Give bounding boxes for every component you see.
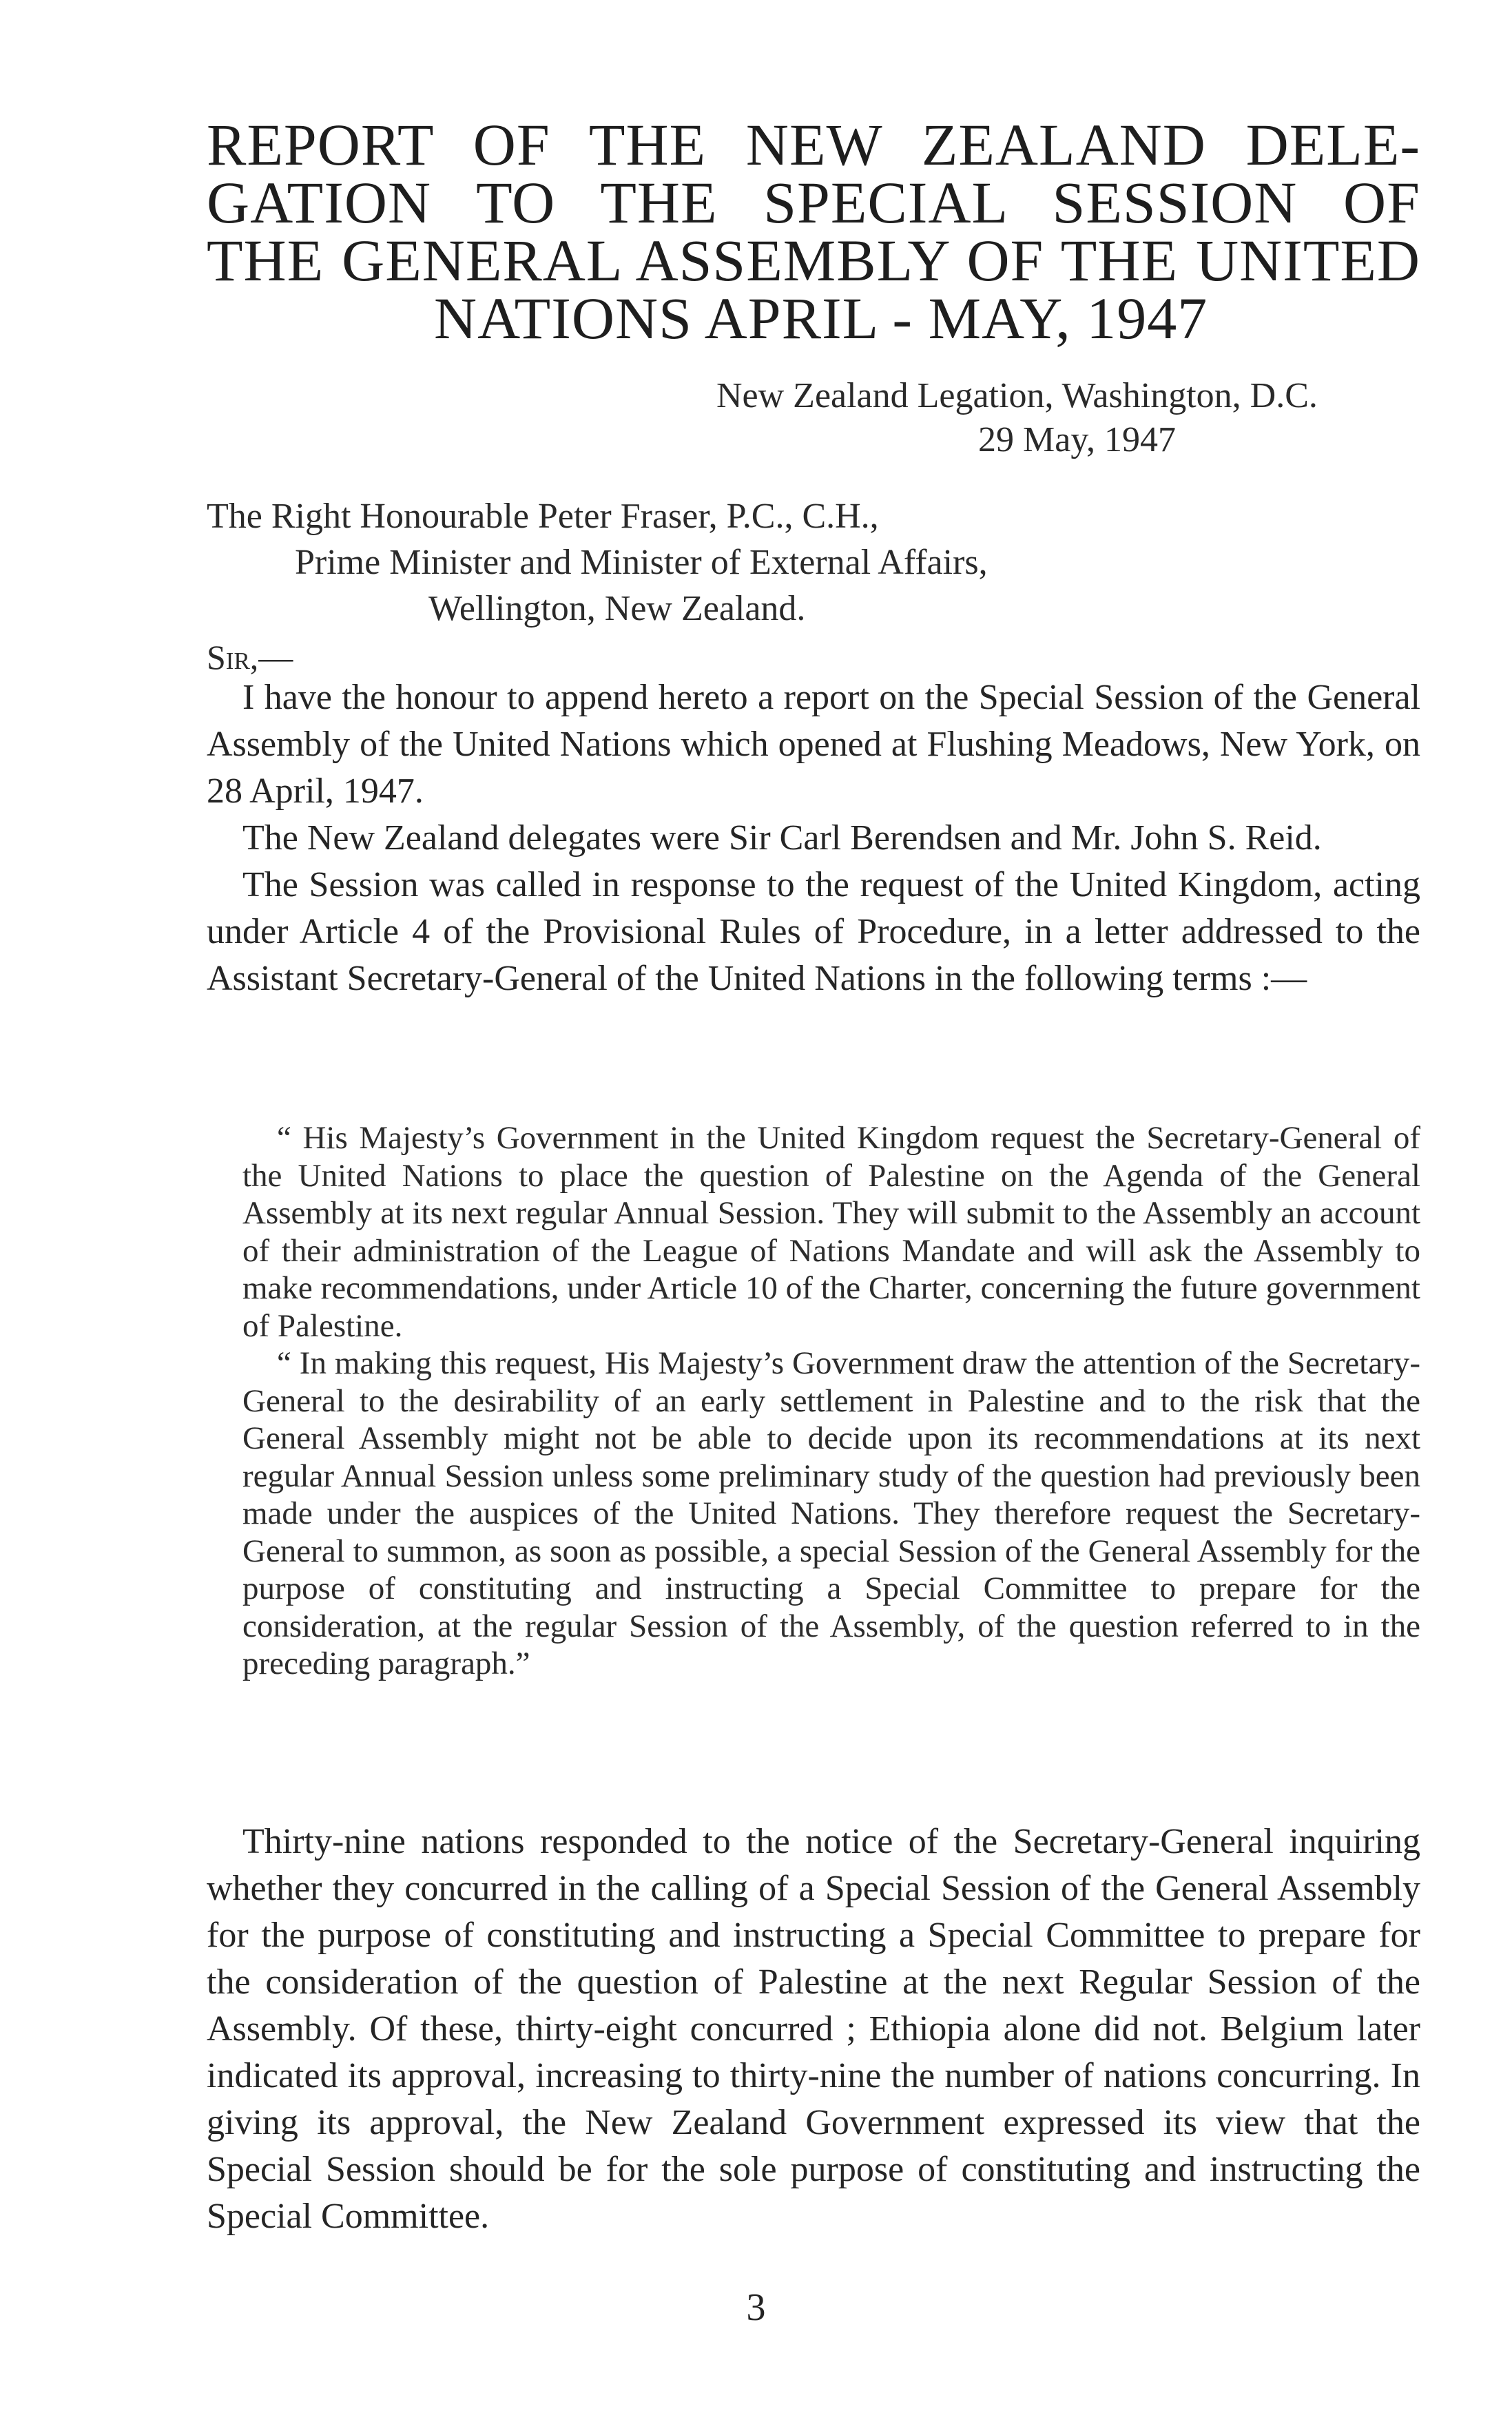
page-number: 3 <box>746 2286 766 2329</box>
addressee-name: The Right Honourable Peter Fraser, P.C., C.H., <box>207 497 879 536</box>
sender-place: New Zealand Legation, Washington, D.C. <box>716 376 1318 415</box>
title-line: GATION TO THE SPECIAL SESSION OF <box>207 169 1420 236</box>
intro-body <box>207 674 1420 1002</box>
quote-paragraph: “ His Majesty’s Government in the United Kingdom request the Secretary-General of the United Nations to place the question of Palestine on the Agenda of the General Assembly at its next regular Annual Session. They will submit to the Assembly an account of their administration of the League of Nations Mandate and will ask the Assembly to make recommendations, under Article 10 of the Charter, concerning the future government of Palestine. <box>242 1120 1420 1344</box>
quoted-letter <box>242 1119 1420 1683</box>
letter-date: 29 May, 1947 <box>978 420 1176 459</box>
quote-paragraph: “ In making this request, His Majesty’s Government draw the attention of the Secretary-General to the desirability of an early settlement in Palestine and to the risk that the General Assembly might not be able to decide upon its recommendations at its next regular Annual Session unless some preliminary study of the question had previously been made under the auspices of the United Nations. They therefore request the Secretary-General to summon, as soon as possible, a special Session of the General Assembly for the purpose of constituting and instructing a Special Committee to prepare for the consideration, at the regular Session of the Assembly, of the question referred to in the preceding paragraph.” <box>242 1345 1420 1681</box>
salutation: Sir,— <box>207 638 293 676</box>
body-paragraph: I have the honour to append hereto a report on the Special Session of the General Assembly of the United Nations which opened at Flushing Meadows, New York, on 28 April, 1947. <box>207 678 1420 811</box>
closing-body <box>207 1819 1420 2240</box>
title-line: NATIONS APRIL - MAY, 1947 <box>434 285 1208 351</box>
sender-block <box>716 374 1318 462</box>
title-line: THE GENERAL ASSEMBLY OF THE UNITED <box>207 227 1420 293</box>
report-title <box>207 112 1420 351</box>
title-line: REPORT OF THE NEW ZEALAND DELE- <box>207 112 1420 178</box>
addressee-location: Wellington, New Zealand. <box>428 589 806 628</box>
addressee-office: Prime Minister and Minister of External Affairs, <box>295 543 988 582</box>
addressee-block <box>207 493 988 632</box>
body-paragraph: Thirty-nine nations responded to the notice of the Secretary-General inquiring whether they concurred in the calling of a Special Session of the General Assembly for the purpose of constituting and instructing a Special Committee to prepare for the consideration of the question of Palestine at the next Regular Session of the Assembly. Of these, thirty-eight concurred ; Ethiopia alone did not. Belgium later indicated its approval, increasing to thirty-nine the number of nations concurring. In giving its approval, the New Zealand Government expressed its view that the Special Session should be for the sole purpose of constituting and instructing the Special Committee. <box>207 1822 1420 2236</box>
body-paragraph: The Session was called in response to the request of the United Kingdom, acting under Article 4 of the Provisional Rules of Procedure, in a letter addressed to the Assistant Secretary-General of the United Nations in the following terms :— <box>207 865 1420 998</box>
body-paragraph: The New Zealand delegates were Sir Carl Berendsen and Mr. John S. Reid. <box>242 818 1322 858</box>
